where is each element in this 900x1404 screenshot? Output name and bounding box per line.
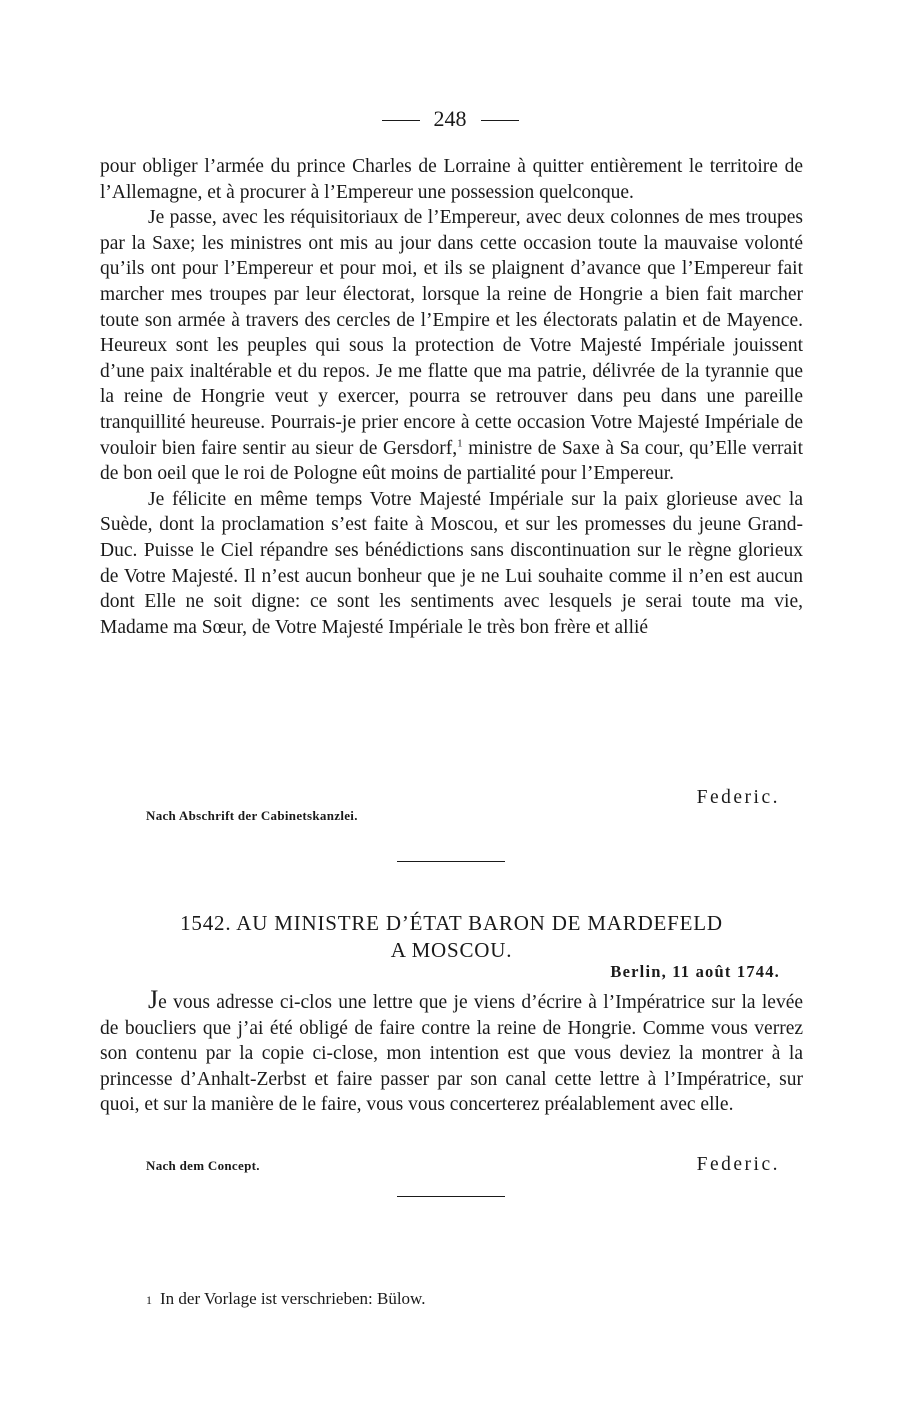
page-number bbox=[0, 106, 900, 132]
footnote-mark: 1 bbox=[146, 1293, 152, 1307]
letter-2-body bbox=[100, 985, 803, 1118]
letter-1-paragraph-1: pour obliger l’armée du prince Charles de Lorraine à quitter entièrement le territoire de l’Allemagne, et à procurer à l’Empereur une possession quelconque. bbox=[100, 156, 803, 203]
section-divider-end bbox=[397, 1196, 505, 1197]
letter-2-source-note: Nach dem Concept. bbox=[146, 1158, 260, 1173]
footnote-reference: 1 bbox=[457, 437, 463, 450]
letter-2-heading-line-1: 1542. AU MINISTRE D’ÉTAT BARON DE MARDEFELD bbox=[180, 911, 723, 935]
letter-1-paragraph-3: Je félicite en même temps Votre Majesté Impériale sur la paix glorieuse avec la Suède, dont la proclamation s’est faite à Moscou, et sur les promesses du jeune Grand-Duc. Puisse le Ciel répandre ses bénédictions sans discontinuation sur le règne glorieux de Votre Majesté. Il n’est aucun bonheur que je ne Lui souhaite comme il n’en est aucun dont Elle ne soit digne: ce sont les sentiments avec lesquels je serai toute ma vie, Madame ma Sœur, de Votre Majesté Impériale le très bon frère et allié bbox=[100, 488, 803, 638]
section-divider bbox=[397, 861, 505, 862]
footnote-text: In der Vorlage ist verschrieben: Bülow. bbox=[160, 1289, 426, 1308]
letter-2-paragraph bbox=[100, 985, 803, 1118]
page-number-left-dash bbox=[382, 120, 420, 121]
letter-1-paragraph-2 bbox=[100, 205, 803, 487]
letter-2-initial: J bbox=[148, 985, 159, 1014]
letter-2-heading bbox=[100, 910, 803, 964]
footnote bbox=[146, 1289, 425, 1309]
letter-2-paragraph-text: e vous adresse ci-clos une lettre que je viens d’écrire à l’Impératrice sur la levée de boucliers que j’ai été obligé de faire contre la reine de Hongrie. Comme vous verrez son contenu par la copie ci-close, mon intention est que vous deviez la montrer à la princesse d’Anhalt-Zerbst et faire passer par son canal cette lettre à l’Impératrice, sur quoi, et sur la manière de le faire, vous vous concerterez préalablement avec elle. bbox=[100, 992, 803, 1116]
letter-1-paragraph-2-text-a: Je passe, avec les réquisitoriaux de l’Empereur, avec deux colonnes de mes troupes par la Saxe; les ministres ont mis au jour dans cette occasion toute la mauvaise volonté qu’ils ont pour l’Empereur et pour moi, et ils se plaignent d’avance que l’Empereur fait marcher mes troupes par leur électorat, lorsque la reine de Hongrie a bien fait marcher toute son armée à travers des cercles de l’Empire et les électorats palatin et de Mayence. Heureux sont les peuples qui sous la protection de Votre Majesté Impériale jouissent d’une paix inaltérable et du repos. Je me flatte que ma patrie, délivrée de la tyrannie que la reine de Hongrie veut y exercer, pourra se retrouver dans peu dans une pareille tranquillité heureuse. Pourrais-je prier encore à cette occasion Votre Majesté Impériale de vouloir bien faire sentir au sieur de Gersdorf, bbox=[100, 207, 803, 459]
letter-1-source-note: Nach Abschrift der Cabinetskanzlei. bbox=[146, 808, 358, 823]
letter-1-body bbox=[100, 154, 803, 640]
letter-1-paragraph-2-text-b: ministre de Saxe à Sa cour, qu’Elle verrait de bon oeil que le roi de Pologne eût moins de partialité pour l’Empereur. bbox=[100, 437, 803, 485]
page-number-value: 248 bbox=[433, 106, 467, 131]
letter-2-signature: Federic. bbox=[696, 1154, 780, 1175]
letter-1-signature: Federic. bbox=[696, 787, 780, 808]
letter-2-heading-line-2: A MOSCOU. bbox=[390, 938, 513, 962]
letter-2-dateline: Berlin, 11 août 1744. bbox=[610, 962, 780, 981]
page-number-right-dash bbox=[481, 120, 519, 121]
